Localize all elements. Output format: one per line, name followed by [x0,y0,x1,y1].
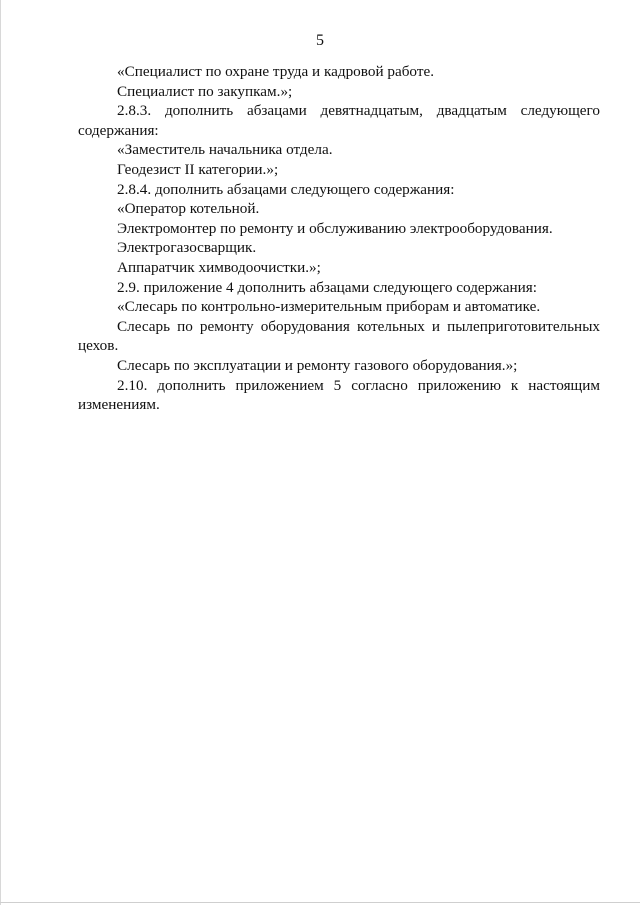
paragraph: «Специалист по охране труда и кадровой работе. [117,63,434,80]
paragraph: Специалист по закупкам.»; [117,82,293,100]
paragraph: 2.8.3. дополнить абзацами девятнадцатым, двадцатым следующего содержания: [78,102,600,139]
paragraph: Электромонтер по ремонту и обслуживанию электрооборудования. [117,219,553,237]
paragraph: 2.10. дополнить приложением 5 согласно приложению к настоящим изменениям. [78,376,600,414]
paragraph: Геодезист II категории.»; [117,160,279,178]
paragraph: Электрогазосварщик. [117,239,257,257]
document-body [78,62,600,415]
paragraph: «Заместитель начальника отдела. [117,141,333,159]
page-number: 5 [316,32,324,49]
paragraph: «Слесарь по контрольно-измерительным приборам и автоматике. [117,298,541,316]
paragraph: Аппаратчик химводоочистки.»; [117,258,321,276]
scan-left-edge [0,0,1,905]
paragraph: 2.8.4. дополнить абзацами следующего содержания: [117,180,455,198]
scan-bottom-edge [0,902,640,903]
paragraph: 2.9. приложение 4 дополнить абзацами следующего содержания: [117,278,537,296]
paragraph: Слесарь по эксплуатации и ремонту газового оборудования.»; [117,356,518,374]
paragraph: «Оператор котельной. [117,200,260,218]
paragraph: Слесарь по ремонту оборудования котельных и пылеприготовительных цехов. [78,317,600,355]
